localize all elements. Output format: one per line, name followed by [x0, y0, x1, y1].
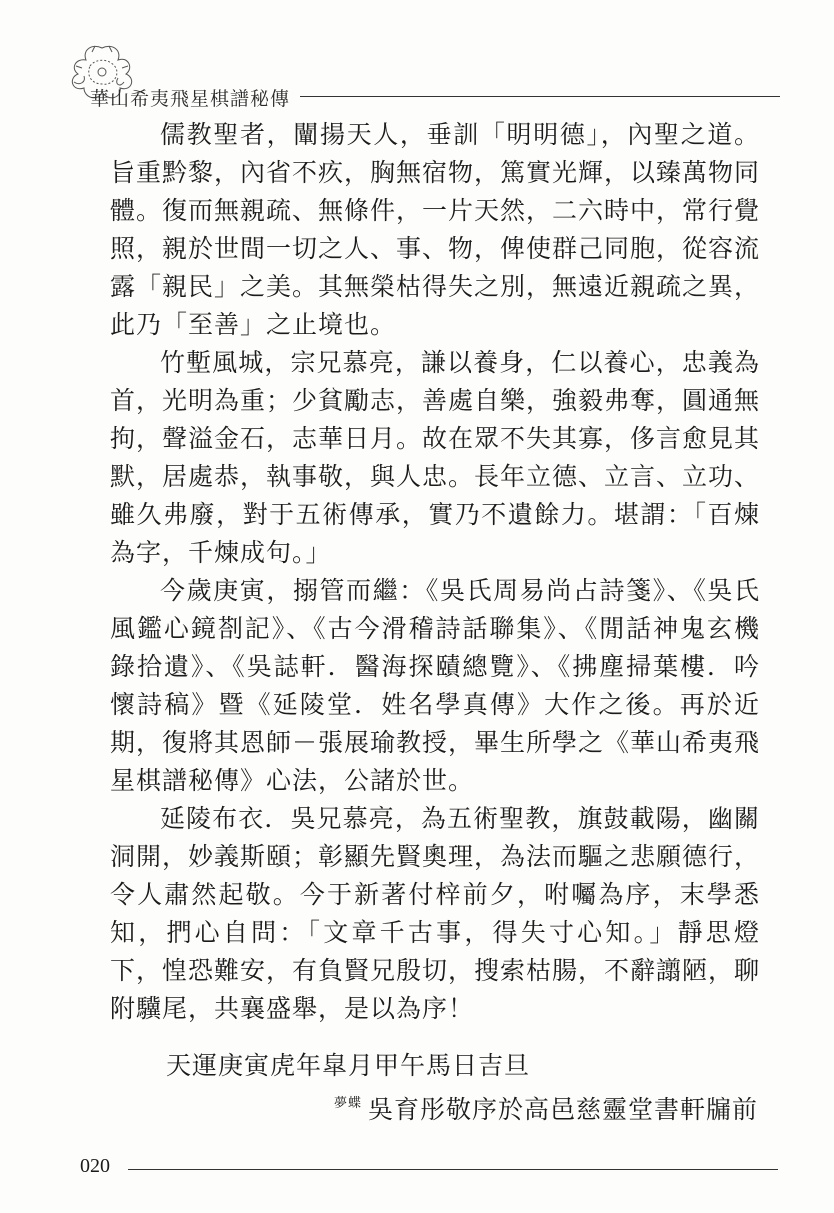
paragraph: 延陵布衣．吳兄慕亮，為五術聖教，旗鼓載陽，幽關洞開，妙義斯頤；彰顯先賢奧理，為法而驅之悲願德行，令人肅然起敬。今于新著付梓前夕，咐囑為序，末學悉知，捫心自問：「文章千古事，得失寸心知。」靜思燈下，惶恐難安，有負賢兄殷切，搜索枯腸，不辭譾陋，聊附驥尾，共襄盛舉，是以為序！: [110, 804, 761, 1023]
paragraph: 儒教聖者，闡揚天人，垂訓「明明德」，內聖之道。旨重黔黎，內省不疚，胸無宿物，篤實光輝，以臻萬物同體。復而無親疏、無條件，一片天然，二六時中，常行覺照，親於世間一切之人、事、物，俾使群己同胞，從容流露「親民」之美。其無榮枯得失之別，無遠近親疏之異，此乃「至善」之止境也。: [110, 120, 761, 339]
author-line: 吳育彤敬序於高邑慈靈堂書軒牖前: [367, 1095, 758, 1124]
header-title: 華山希夷飛星棋譜秘傳: [90, 88, 291, 110]
signature-author: [334, 1090, 758, 1126]
running-header: [62, 38, 782, 108]
footer-rule: [128, 1169, 778, 1170]
signature-date: 天運庚寅虎年皐月甲午馬日吉旦: [166, 1051, 531, 1080]
paragraph: 竹塹風城，宗兄慕亮，謙以養身，仁以養心，忠義為首，光明為重；少貧勵志，善處自樂，強毅弗奪，圓通無拘，聲溢金石，志華日月。故在眾不失其寡，侈言愈見其默，居處恭，執事敬，與人忠。長年立德、立言、立功、雖久弗廢，對于五術傳承，實乃不遺餘力。堪謂：「百煉為字，千煉成句。」: [110, 348, 761, 567]
header-rule: [300, 96, 780, 97]
preface-body: [110, 116, 760, 1028]
paragraph: 今歲庚寅，搦管而繼：《吳氏周易尚占詩箋》、《吳氏風鑑心鏡剳記》、《古今滑稽詩話聯集》、《閒話神鬼玄機錄拾遺》、《吳誌軒．醫海探賾總覽》、《拂塵掃葉樓．吟懷詩稿》暨《延陵堂．姓名學真傳》大作之後。再於近期，復將其恩師－張展瑜教授，畢生所學之《華山希夷飛星棋譜秘傳》心法，公諸於世。: [110, 576, 761, 795]
pen-name: 夢蝶: [333, 1096, 362, 1111]
page-number: 020: [80, 1155, 110, 1177]
